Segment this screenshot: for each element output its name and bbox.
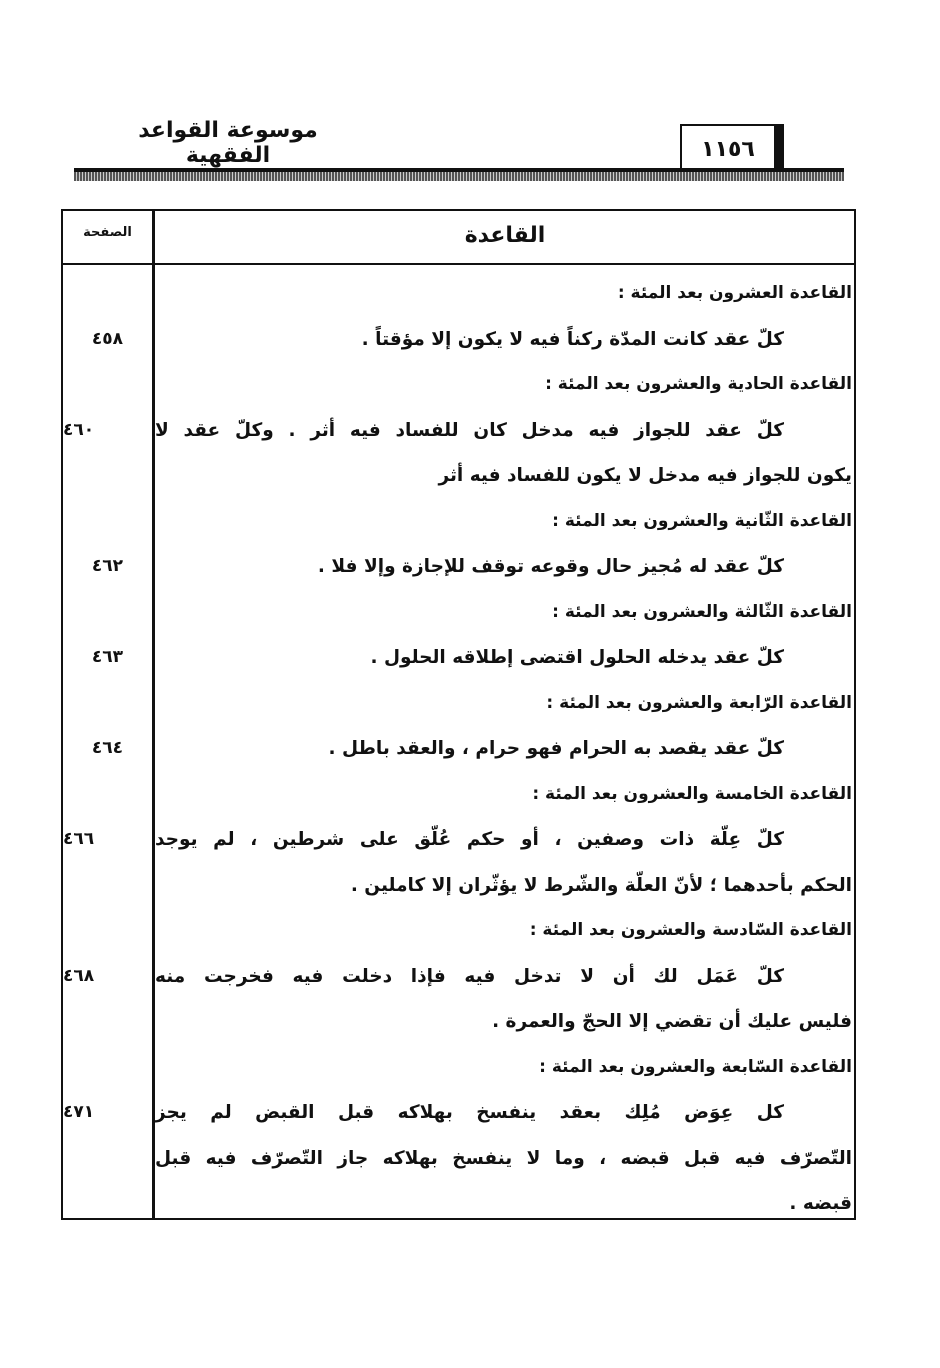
rule-title: القاعدة الثّانية والعشرون بعد المئة : <box>552 510 852 531</box>
book-title: موسوعة القواعد الفقهية <box>138 118 318 168</box>
page-ref: ٤٦٢ <box>91 556 124 576</box>
rule-title: القاعدة الثّالثة والعشرون بعد المئة : <box>552 601 852 622</box>
header-divider <box>63 263 854 265</box>
header-rule-hatched <box>74 172 844 181</box>
rule-text: فليس عليك أن تقضي إلا الحجّ والعمرة . <box>492 1011 852 1032</box>
page-number-box <box>680 124 776 172</box>
page-ref: ٤٥٨ <box>91 328 124 349</box>
page-ref: ٤٦٤ <box>91 738 124 758</box>
rule-text: كلّ عِلّة ذات وصفين ، أو حكم عُلّق على شرطين ، لم يوجد ٤٦٦ <box>155 817 852 863</box>
page-ref: ٤٦٠ <box>63 419 95 440</box>
rules-index-table <box>61 209 856 1220</box>
page-ref: ٤٦٨ <box>63 965 95 986</box>
rule-title: القاعدة الرّابعة والعشرون بعد المئة : <box>546 692 852 713</box>
page-ref: ٤٧١ <box>63 1102 95 1122</box>
page-ref: ٤٦٦ <box>63 829 95 849</box>
rule-text: يكون للجواز فيه مدخل لا يكون للفساد فيه أثر <box>438 465 852 486</box>
rule-text: كلّ عقد كانت المدّة ركناً فيه لا يكون إلا مؤقتاً . ٤٥٨ <box>155 317 852 363</box>
rule-text: التّصرّف فيه قبل قبضه ، وما لا ينفسخ بهلاكه جاز التّصرّف فيه قبل <box>155 1147 852 1169</box>
page-number: ١١٥٦ <box>701 136 755 162</box>
rule-title: القاعدة السّابعة والعشرون بعد المئة : <box>539 1056 852 1077</box>
table-body <box>63 271 852 1227</box>
rule-title: القاعدة الحادية والعشرون بعد المئة : <box>545 374 852 394</box>
rule-text: كلّ عقد له مُجيز حال وقوعه توقف للإجازة وإلا فلا . ٤٦٢ <box>155 544 852 590</box>
column-header-page: الصفحة <box>83 225 132 240</box>
rule-title: القاعدة الخامسة والعشرون بعد المئة : <box>532 783 852 804</box>
rule-text: كلّ عقد يقصد به الحرام فهو حرام ، والعقد باطل . ٤٦٤ <box>155 726 852 772</box>
rule-text: الحكم بأحدهما ؛ لأنّ العلّة والشّرط لا يؤثّران إلا كاملين . <box>350 874 852 896</box>
page-ref: ٤٦٣ <box>91 647 124 667</box>
rule-text: كل عِوَض مُلِك بعقد ينفسخ بهلاكه قبل القبض لم يجز ٤٧١ <box>155 1090 852 1136</box>
rule-title: القاعدة السّادسة والعشرون بعد المئة : <box>529 920 852 940</box>
column-header-rule: القاعدة <box>464 223 546 248</box>
rule-title: القاعدة العشرون بعد المئة : <box>617 283 852 303</box>
rule-text: كلّ عقد يدخله الحلول اقتضى إطلاقه الحلول . ٤٦٣ <box>155 635 852 681</box>
rule-text: قبضه . <box>789 1193 852 1214</box>
rule-text: كلّ عقد للجواز فيه مدخل كان للفساد فيه أثر . وكلّ عقد لا ٤٦٠ <box>155 408 852 454</box>
rule-text: كلّ عَمَل لك أن لا تدخل فيه فإذا دخلت فيه فخرجت منه ٤٦٨ <box>155 954 852 1000</box>
